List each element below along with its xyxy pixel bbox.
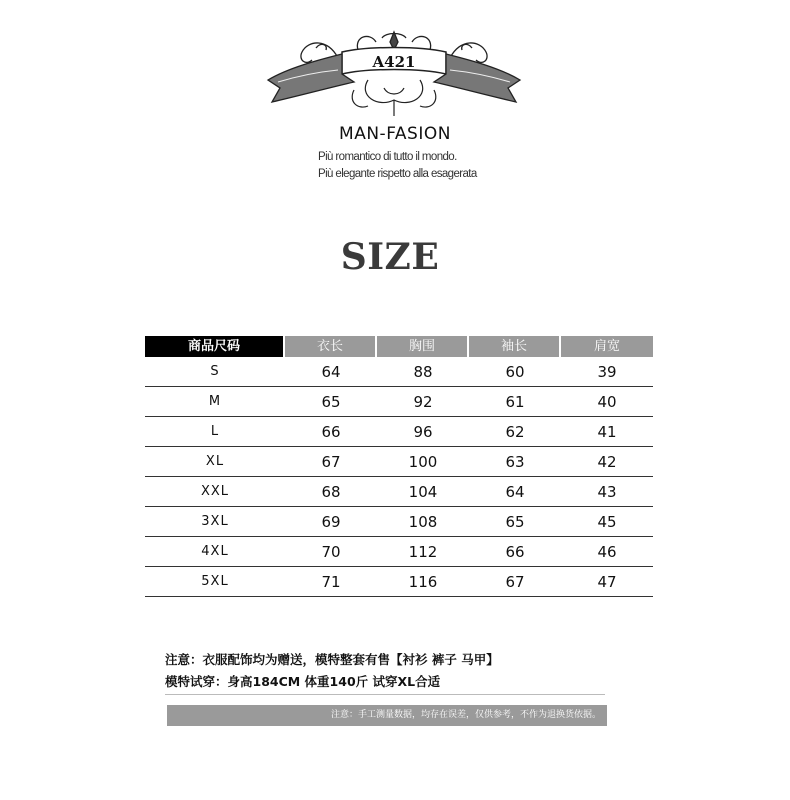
- cell-chest: 116: [408, 572, 438, 591]
- cell-length: 67: [321, 452, 341, 471]
- note-model: 模特试穿：身高184CM 体重140斤 试穿XL合适: [165, 674, 441, 689]
- cell-shoulder: 40: [597, 392, 617, 411]
- cell-sleeve: 61: [505, 392, 525, 411]
- note-accessories: 注意：衣服配饰均为赠送，模特整套有售【衬衫 裤子 马甲】: [165, 652, 499, 667]
- table-header: [145, 336, 653, 357]
- cell-chest: 88: [413, 362, 433, 381]
- brand-name: MAN-FASION: [339, 124, 451, 144]
- cell-length: 69: [321, 512, 341, 531]
- cell-size: M: [208, 394, 222, 409]
- cell-shoulder: 46: [597, 542, 617, 561]
- cell-length: 70: [321, 542, 341, 561]
- cell-sleeve: 63: [505, 452, 525, 471]
- cell-size: 5XL: [201, 574, 229, 589]
- header-size: 商品尺码: [145, 336, 285, 357]
- cell-shoulder: 41: [597, 422, 617, 441]
- cell-length: 66: [321, 422, 341, 441]
- cell-length: 65: [321, 392, 341, 411]
- cell-size: XXL: [200, 484, 230, 499]
- cell-chest: 100: [408, 452, 438, 471]
- footer-disclaimer: 注意：手工测量数据，均存在误差，仅供参考，不作为退换货依据。: [167, 705, 607, 726]
- cell-length: 68: [321, 482, 341, 501]
- tagline-first: Più romantico di tutto il mondo.: [318, 151, 457, 163]
- cell-sleeve: 67: [505, 572, 525, 591]
- cell-sleeve: 60: [505, 362, 525, 381]
- table-row: [145, 567, 653, 597]
- header-chest: 胸围: [377, 336, 469, 357]
- cell-shoulder: 45: [597, 512, 617, 531]
- cell-sleeve: 62: [505, 422, 525, 441]
- table-row: [145, 417, 653, 447]
- table-row: [145, 357, 653, 387]
- cell-chest: 112: [408, 542, 438, 561]
- cell-size: S: [210, 364, 220, 379]
- cell-chest: 92: [413, 392, 433, 411]
- table-row: [145, 537, 653, 567]
- ornament-banner: [258, 30, 530, 125]
- header-length: 衣长: [285, 336, 377, 357]
- cell-shoulder: 43: [597, 482, 617, 501]
- cell-sleeve: 65: [505, 512, 525, 531]
- cell-length: 64: [321, 362, 341, 381]
- notes: [165, 649, 499, 693]
- cell-shoulder: 39: [597, 362, 617, 381]
- table-row: [145, 387, 653, 417]
- badge-text: A421: [372, 53, 416, 71]
- cell-size: L: [210, 424, 220, 439]
- cell-chest: 96: [413, 422, 433, 441]
- size-table: [145, 336, 653, 597]
- cell-shoulder: 42: [597, 452, 617, 471]
- header-shoulder: 肩宽: [561, 336, 653, 357]
- cell-shoulder: 47: [597, 572, 617, 591]
- divider: [165, 694, 605, 695]
- size-heading: SIZE: [340, 236, 440, 278]
- cell-size: 4XL: [201, 544, 229, 559]
- cell-length: 71: [321, 572, 341, 591]
- table-row: [145, 477, 653, 507]
- cell-chest: 104: [408, 482, 438, 501]
- header-sleeve: 袖长: [469, 336, 561, 357]
- cell-sleeve: 66: [505, 542, 525, 561]
- cell-size: XL: [205, 454, 225, 469]
- cell-size: 3XL: [201, 514, 229, 529]
- table-row: [145, 507, 653, 537]
- cell-chest: 108: [408, 512, 438, 531]
- cell-sleeve: 64: [505, 482, 525, 501]
- tagline-second: Più elegante rispetto alla esagerata: [318, 168, 477, 180]
- table-row: [145, 447, 653, 477]
